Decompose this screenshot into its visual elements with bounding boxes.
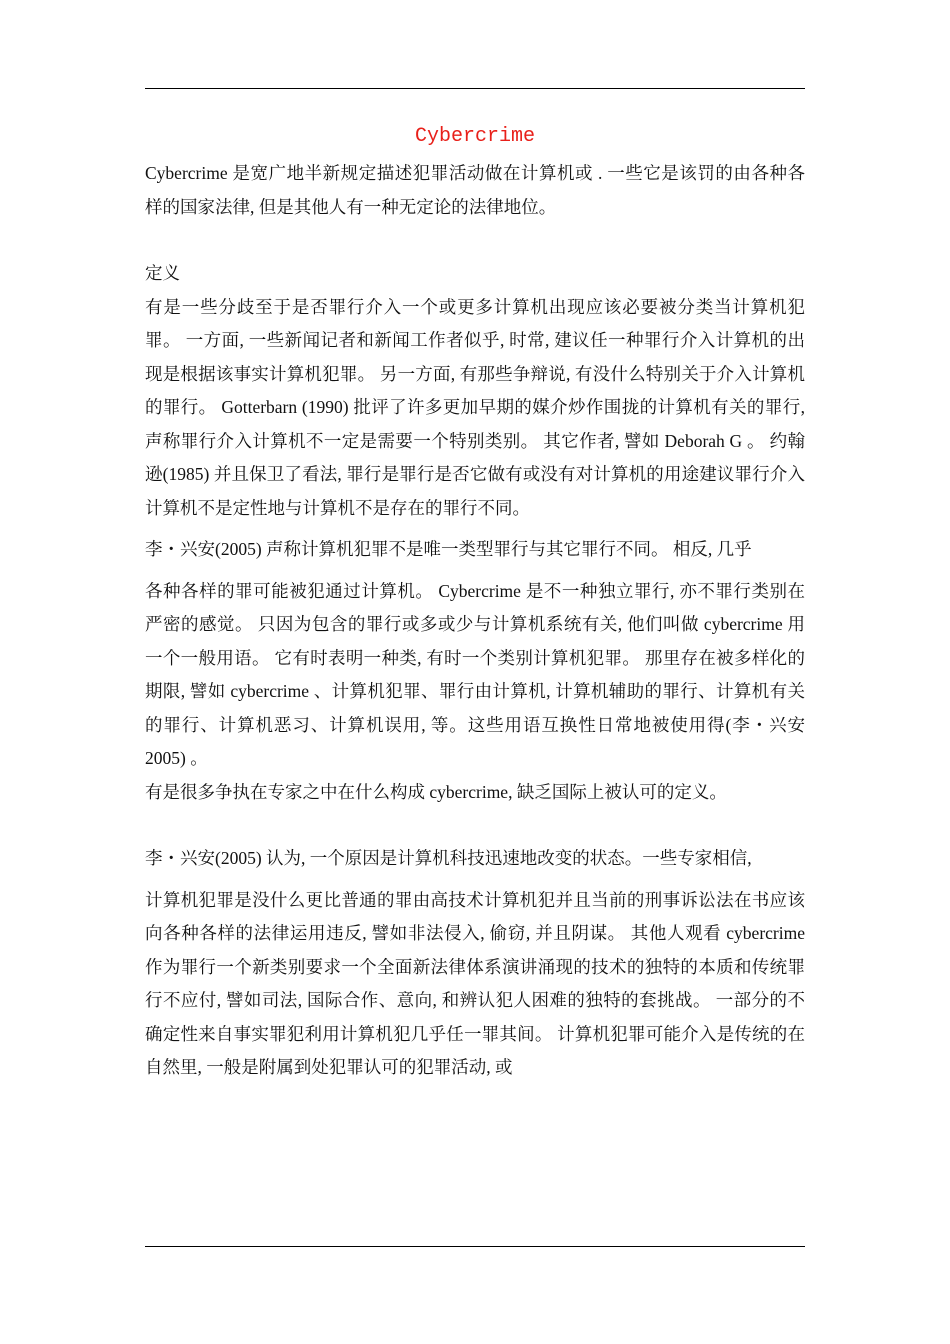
definition-paragraph: 有是一些分歧至于是否罪行介入一个或更多计算机出现应该必要被分类当计算机犯罪。 一方面, 一些新闻记者和新闻工作者似乎, 时常, 建议任一种罪行介入计算机的出现是根据该事实计算机犯罪。 另一方面, 有那些争辩说, 有没什么特别关于介入计算机的罪行。 Gotterbarn (1990) 批评了许多更加早期的媒介炒作围拢的计算机有关的罪行, 声称罪行介入计算机不一定是需要一个特别类别。 其它作者, 譬如 Deborah G 。 约翰逊(1985) 并且保卫了看法, 罪行是罪行是否它做有或没有对计算机的用途建议罪行介入计算机不是定性地与计算机不是存在的罪行不同。	[145, 296, 805, 518]
header-rule	[145, 88, 805, 89]
blank-line	[145, 809, 805, 842]
footer-rule	[145, 1246, 805, 1247]
paragraph-spacer	[145, 567, 805, 575]
li-xingan-paragraph-line: 李・兴安(2005) 声称计算机犯罪不是唯一类型罪行与其它罪行不同。 相反, 几乎	[145, 539, 752, 559]
dispute-paragraph: 有是很多争执在专家之中在什么构成 cybercrime, 缺乏国际上被认可的定义。	[145, 781, 727, 802]
experts-paragraph: 计算机犯罪是没什么更比普通的罪由高技术计算机犯并且当前的刑事诉讼法在书应该向各种各样的法律运用违反, 譬如非法侵入, 偷窃, 并且阴谋。 其他人观看 cybercrime 作为罪行一个新类别要求一个全面新法律体系演讲涌现的技术的独特的本质和传统罪行不应付, 譬如司法, 国际合作、意向, 和辨认犯人困难的独特的套挑战。 一部分的不确定性来自事实罪犯利用计算机犯几乎任一罪其间。 计算机犯罪可能介入是传统的在自然里, 一般是附属到处犯罪认可的犯罪活动, 或	[145, 889, 805, 1077]
document-body	[145, 157, 805, 1085]
li-xingan-reason-line: 李・兴安(2005) 认为, 一个原因是计算机科技迅速地改变的状态。一些专家相信,	[145, 848, 752, 868]
paragraph-spacer	[145, 525, 805, 533]
section-heading-definition: 定义	[145, 263, 180, 283]
cybercrime-category-paragraph: 各种各样的罪可能被犯通过计算机。 Cybercrime 是不一种独立罪行, 亦不罪行类别在严密的感觉。 只因为包含的罪行或多或少与计算机系统有关, 他们叫做 cybercrime 用一个一般用语。 它有时表明一种类, 有时一个类别计算机犯罪。 那里存在被多样化的期限, 譬如 cybercrime 、计算机犯罪、罪行由计算机, 计算机辅助的罪行、计算机有关的罪行、计算机恶习、计算机误用, 等。这些用语互换性日常地被使用得(李・兴安 2005) 。	[145, 580, 805, 768]
paragraph-spacer	[145, 876, 805, 884]
blank-line	[145, 224, 805, 257]
intro-paragraph: Cybercrime 是宽广地半新规定描述犯罪活动做在计算机或 . 一些它是该罚的由各种各样的国家法律, 但是其他人有一种无定论的法律地位。	[145, 163, 805, 217]
document-title: Cybercrime	[414, 125, 536, 148]
